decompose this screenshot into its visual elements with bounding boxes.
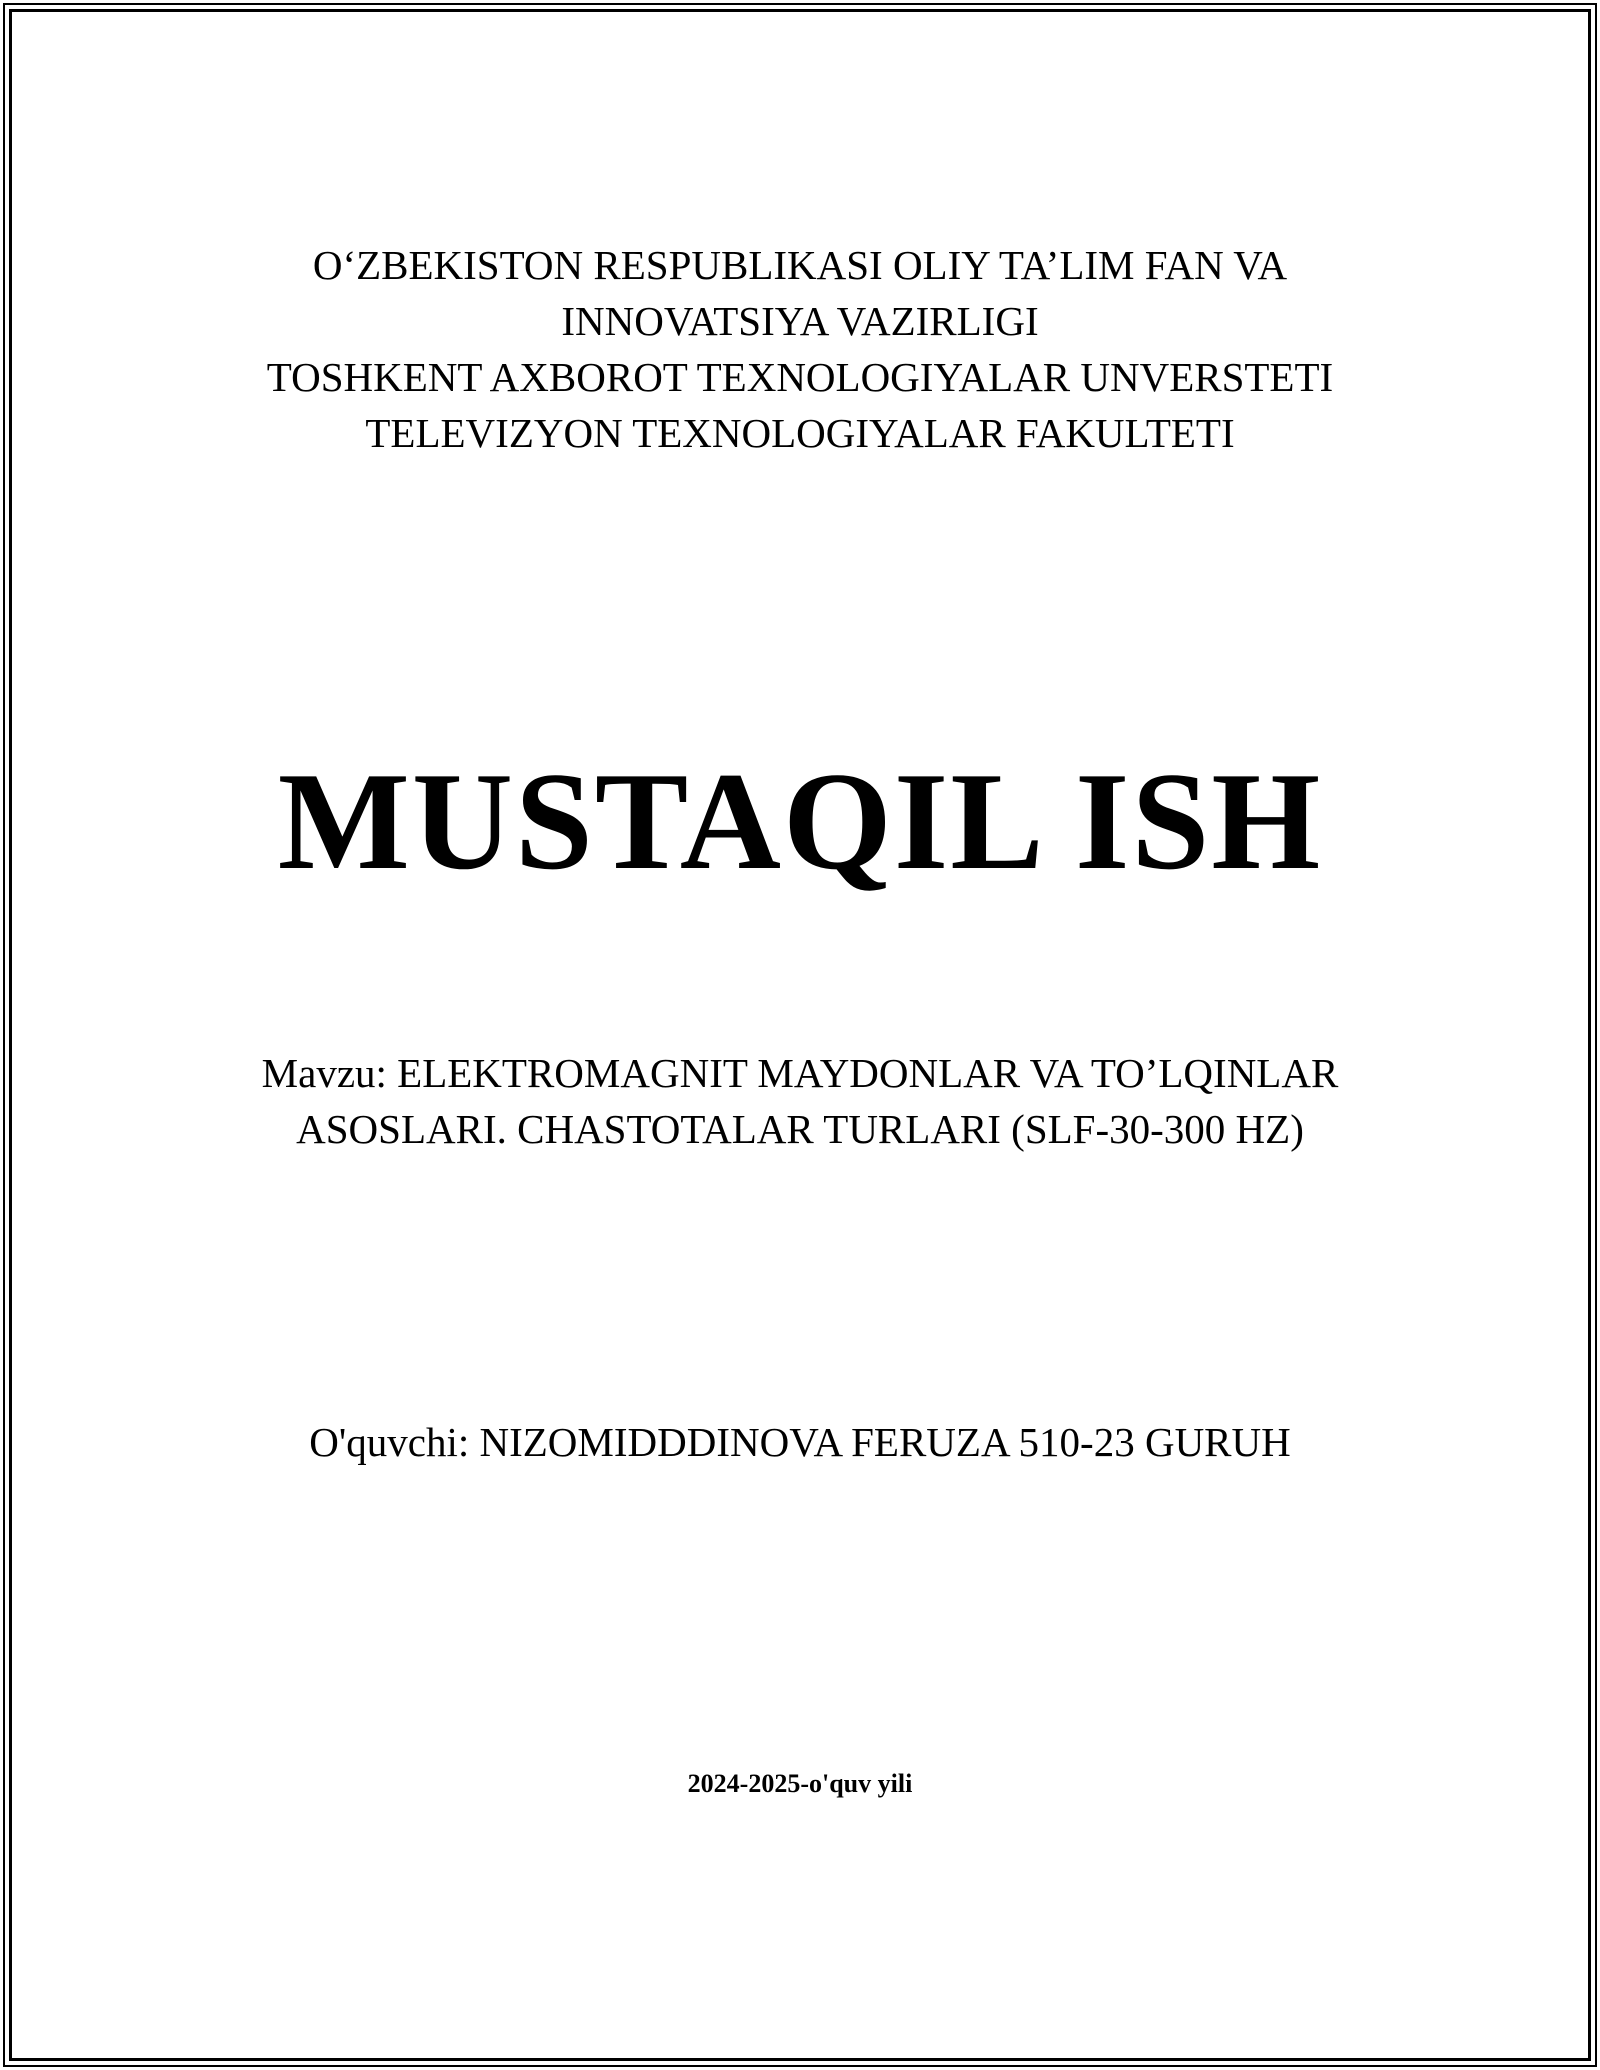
header-line-ministry-2: INNOVATSIYA VAZIRLIGI [561,298,1039,344]
page-content [12,12,1588,2058]
document-title: MUSTAQIL ISH [277,744,1323,899]
ministry-university-header [12,237,1588,461]
topic-line-1: Mavzu: ELEKTROMAGNIT MAYDONLAR VA TO’LQINLAR [261,1050,1339,1096]
topic-block [12,1045,1588,1157]
header-line-university: TOSHKENT AXBOROT TEXNOLOGIYALAR UNVERSTETI [266,354,1334,400]
header-line-faculty: TELEVIZYON TEXNOLOGIYALAR FAKULTETI [365,410,1235,456]
topic-line-2: ASOSLARI. CHASTOTALAR TURLARI (SLF-30-300 HZ) [296,1106,1304,1152]
academic-year: 2024-2025-o'quv yili [687,1769,913,1798]
student-name-line: O'quvchi: NIZOMIDDDINOVA FERUZA 510-23 GURUH [309,1419,1291,1465]
header-line-ministry-1: OʻZBEKISTON RESPUBLIKASI OLIY TA’LIM FAN VA [312,242,1288,288]
